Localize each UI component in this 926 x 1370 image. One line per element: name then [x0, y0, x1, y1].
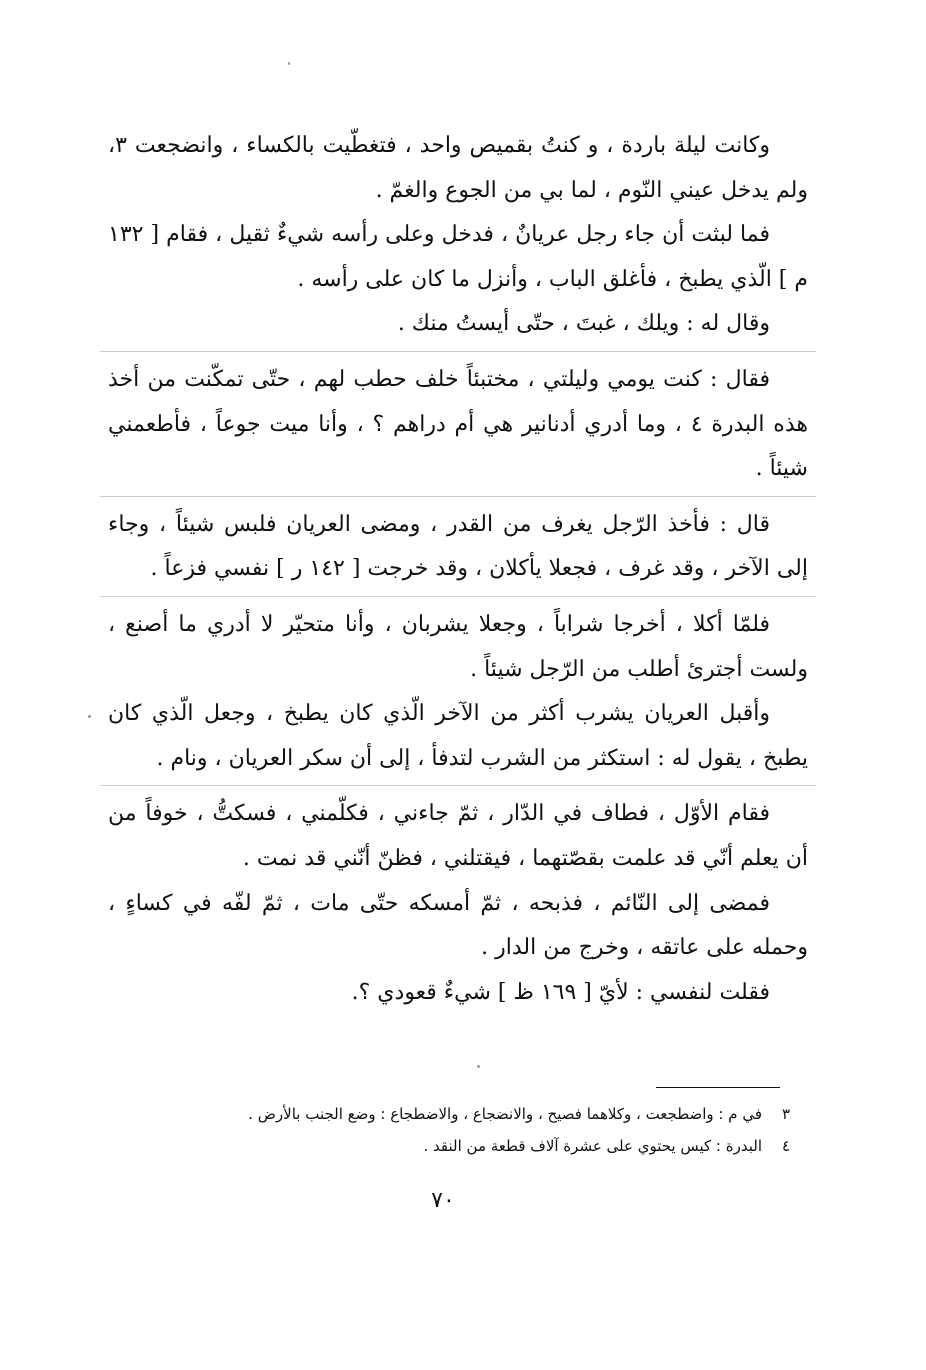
scan-speck	[288, 62, 290, 65]
paragraph-10: فقلت لنفسي : لأيّ [ ١٦٩ ظ ] شيءٌ قعودي ؟.	[351, 979, 770, 1005]
paragraph-8: فقام الأوّل ، فطاف في الدّار ، ثمّ جاءني ، فكلّمني ، فسكتُّ ، خوفاً من أن يعلم أنّي قد علمت بقصّتهما ، فيقتلني ، فظنّ أنّني قد نمت .	[100, 785, 816, 881]
paragraph-6: فلمّا أكلا ، أخرجا شراباً ، وجعلا يشربان ، وأنا متحيّر لا أدري ما أصنع ، ولست أجترئ أطلب من الرّجل شيئاً .	[100, 596, 816, 692]
paragraph-1: وكانت ليلة باردة ، و كنتُ بقميص واحد ، فتغطّيت بالكساء ، وانضجعت ٣، ولم يدخل عيني النّوم ، لما بي من الجوع والغمّ .	[108, 133, 808, 203]
paragraph-3: وقال له : ويلك ، غبتَ ، حتّى أيستُ منك .	[397, 311, 770, 337]
main-text	[100, 124, 816, 1015]
paragraph-4: فقال : كنت يومي وليلتي ، مختبئاً خلف حطب لهم ، حتّى تمكّنت من أخذ هذه البدرة ٤ ، وما أدري أدنانير هي أم دراهم ؟ ، وأنا ميت جوعاً ، فأطعمني شيئاً .	[100, 351, 816, 492]
footnote-3	[150, 1098, 790, 1130]
footnote-text: في م : واضطجعت ، وكلاهما فصيح ، والانضجاع ، والاضطجاع : وضع الجنب بالأرض .	[248, 1105, 762, 1123]
footnote-text: البدرة : كيس يحتوي على عشرة آلاف قطعة من النقد .	[423, 1137, 762, 1155]
footnote-number: ٣	[781, 1105, 790, 1123]
footnote-separator	[656, 1087, 780, 1088]
page-number: ٧٠	[431, 1188, 455, 1213]
paragraph-5: قال : فأخذ الرّجل يغرف من القدر ، ومضى العريان فلبس شيئاً ، وجاء إلى الآخر ، وقد غرف ، فجعلا يأكلان ، وقد خرجت [ ١٤٢ ر ] نفسي فزعاً .	[100, 496, 816, 592]
footnote-4	[150, 1130, 790, 1162]
footnotes	[150, 1098, 790, 1162]
paragraph-2: فما لبثت أن جاء رجل عريانٌ ، فدخل وعلى رأسه شيءٌ ثقيل ، فقام [ ١٣٢ م ] الّذي يطبخ ، فأغلق الباب ، وأنزل ما كان على رأسه .	[108, 222, 808, 292]
paragraph-7: وأقبل العريان يشرب أكثر من الآخر الّذي كان يطبخ ، وجعل الّذي كان يطبخ ، يقول له : استكثر من الشرب لتدفأ ، إلى أن سكر العريان ، ونام .	[108, 701, 808, 771]
footnote-number: ٤	[781, 1137, 790, 1155]
scan-speck	[477, 1065, 480, 1068]
paragraph-9: فمضى إلى النّائم ، فذبحه ، ثمّ أمسكه حتّى مات ، ثمّ لفّه في كساءٍ ، وحمله على عاتقه ، وخرج من الدار .	[108, 890, 808, 961]
scan-speck	[88, 715, 91, 718]
